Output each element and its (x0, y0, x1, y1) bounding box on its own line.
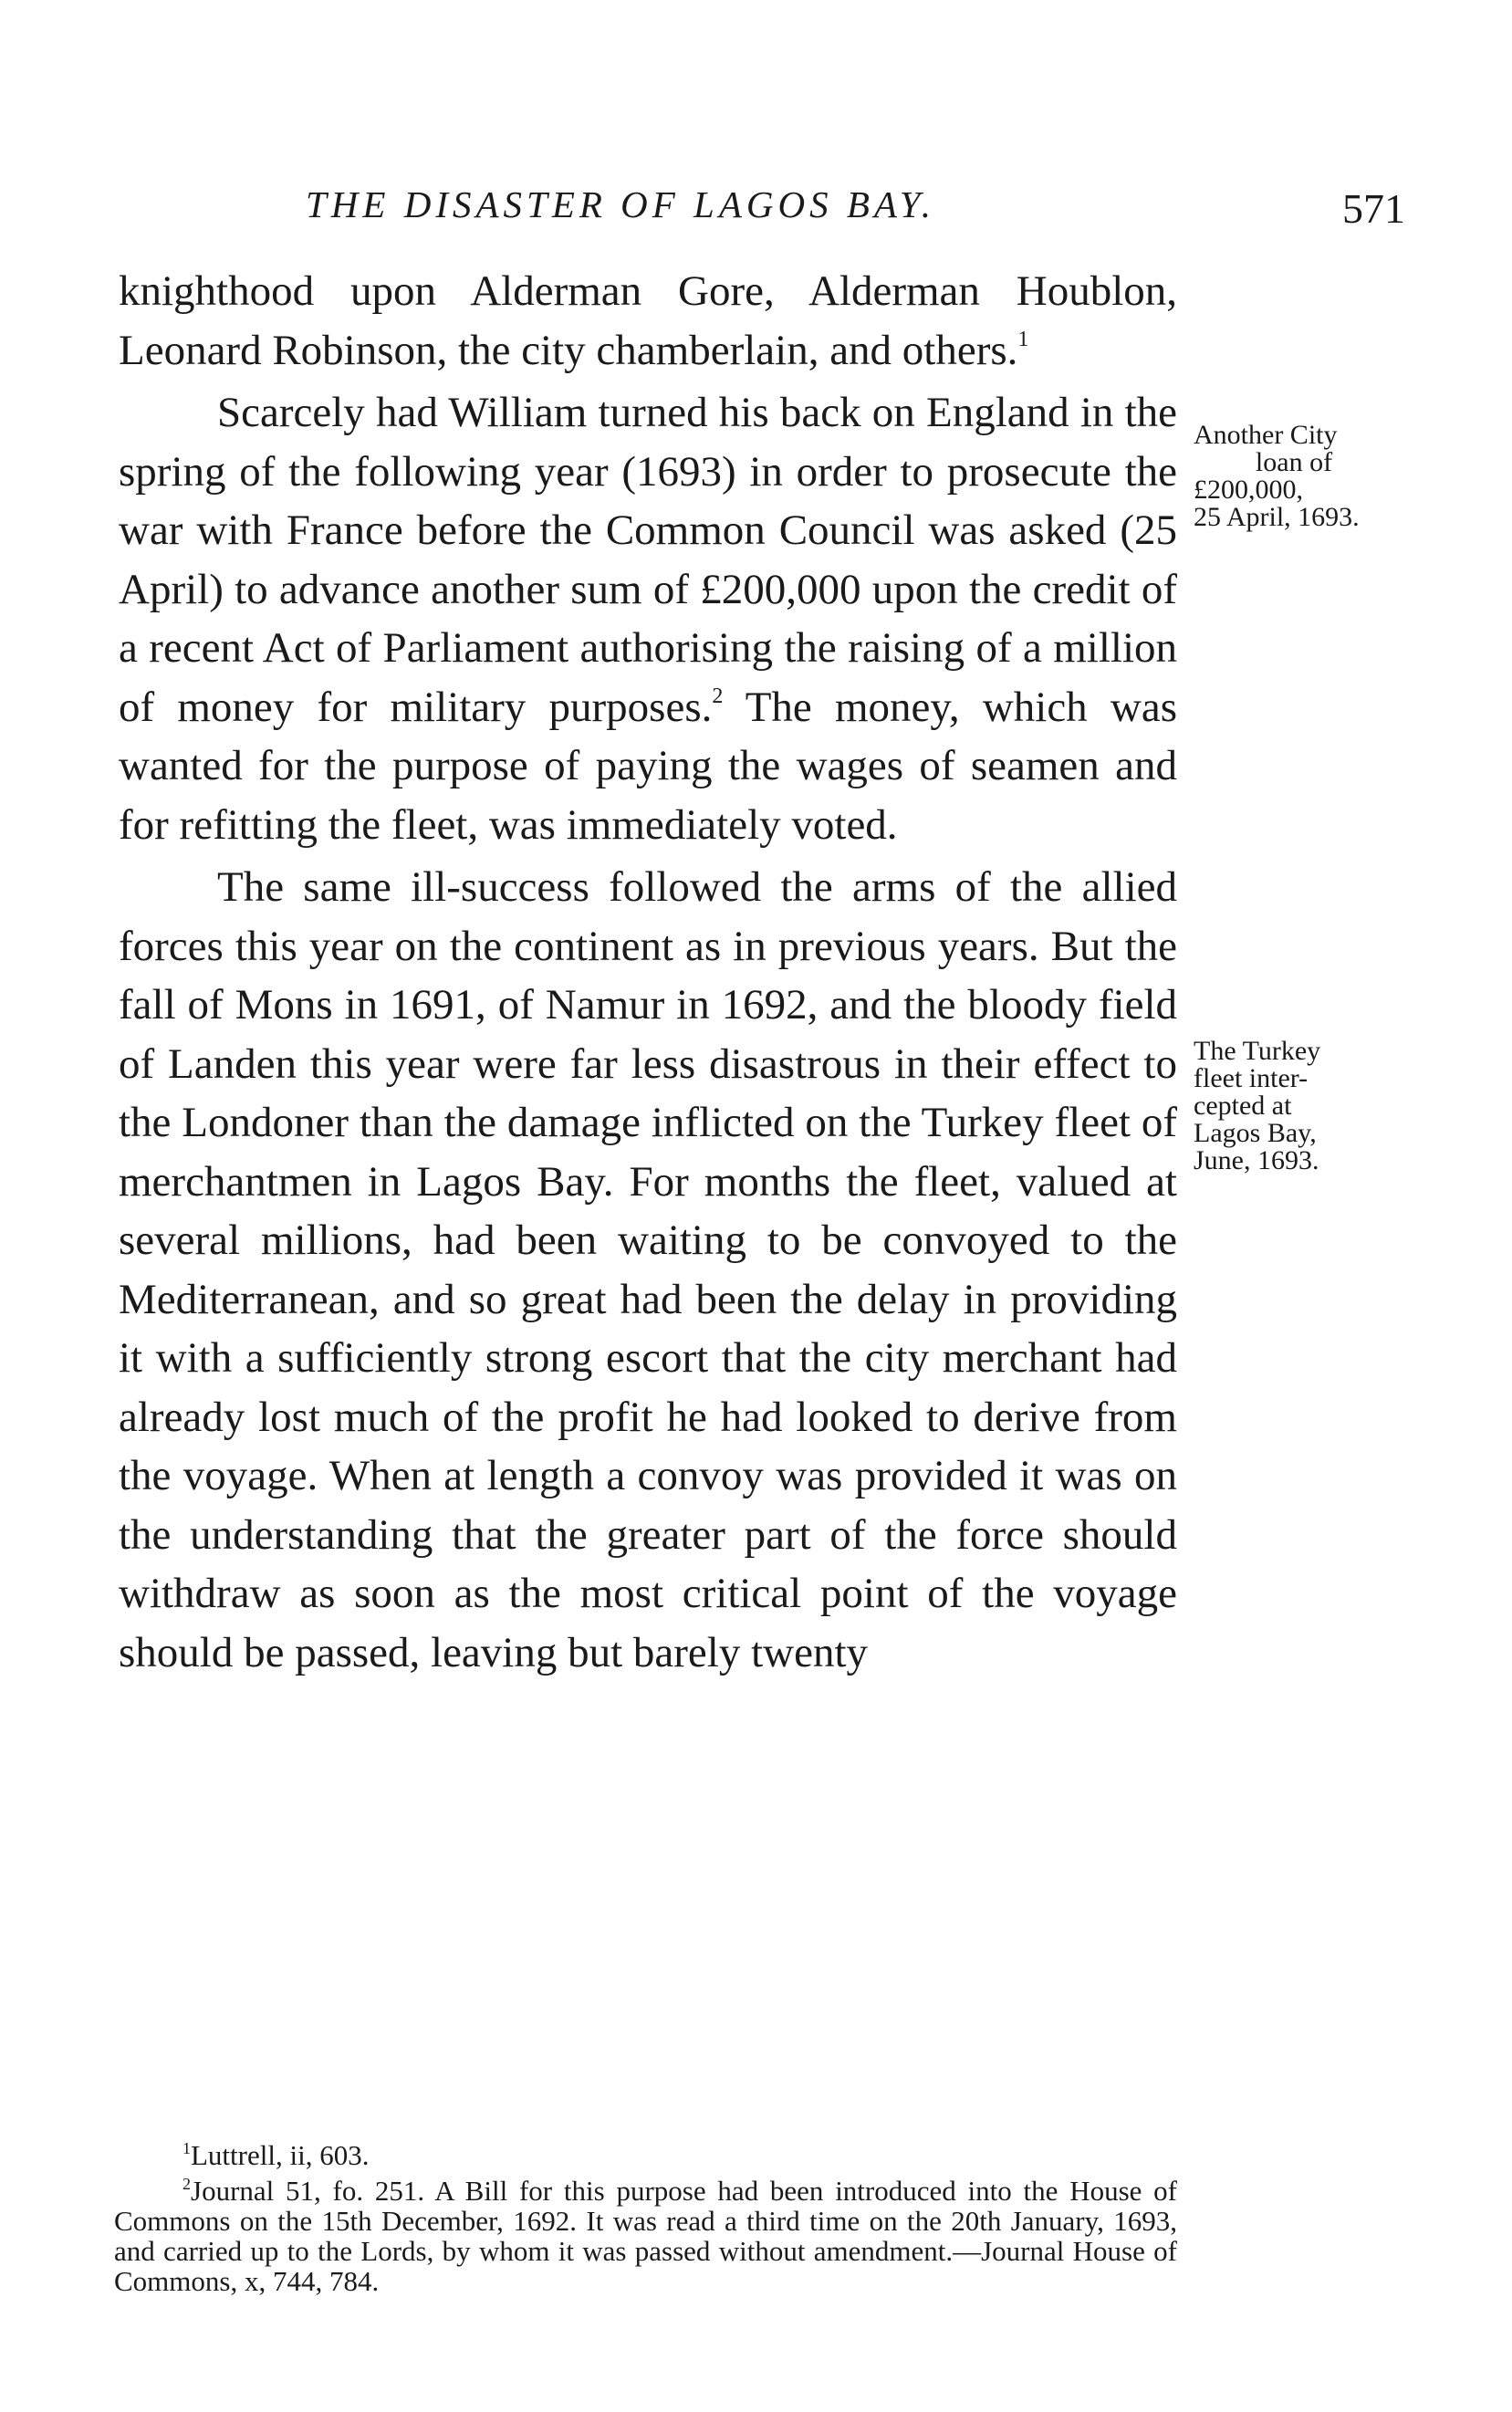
marginal-line: cepted at (1194, 1091, 1292, 1121)
main-text (119, 262, 1177, 1682)
footnotes (114, 2140, 1177, 2296)
paragraph-text: knighthood upon Alderman Gore, Alderman Houblon, Leonard Robinson, the city chamberlain, and others. (119, 267, 1177, 374)
marginal-line: £200,000, (1194, 475, 1303, 505)
page-number: 571 (1342, 185, 1405, 232)
footnote-ref-1: 1 (1017, 327, 1029, 351)
paragraph-city-loan (119, 383, 1177, 854)
marginal-line: Another City (1194, 420, 1338, 450)
marginal-line: The Turkey (1194, 1036, 1321, 1066)
running-title: THE DISASTER OF LAGOS BAY. (306, 183, 935, 225)
paragraph-text: The money, which was wanted for the purpose of paying the wages of seamen and for refitting the fleet, was immediately voted. (119, 683, 1177, 849)
footnote-2 (114, 2176, 1177, 2296)
footnote-1 (114, 2140, 1177, 2170)
footnote-number: 1 (182, 2139, 191, 2157)
marginal-line: fleet inter- (1194, 1063, 1309, 1093)
footnote-ref-2: 2 (712, 684, 724, 708)
paragraph-continued (119, 262, 1177, 380)
footnote-text: Journal 51, fo. 251. A Bill for this purpose had been introduced into the House of Commons on the 15th December, 1692. It was read a third time on the 20th January, 1693, and carried up to the Lords, by whom it was passed without amendment.—Journal House of Commons, x, 744, 784. (114, 2175, 1177, 2297)
footnote-text: Luttrell, ii, 603. (191, 2139, 370, 2171)
running-head (119, 183, 1405, 246)
marginal-line: loan of (1255, 447, 1333, 477)
marginal-line: Lagos Bay, (1194, 1118, 1317, 1148)
marginal-line: 25 April, 1693. (1194, 502, 1360, 532)
marginal-line: June, 1693. (1194, 1145, 1319, 1175)
footnote-number: 2 (182, 2175, 191, 2193)
marginal-note-city-loan (1194, 422, 1422, 531)
paragraph-turkey-fleet (119, 858, 1177, 1682)
paragraph-text: The same ill-success followed the arms of the allied forces this year on the continent as in previous years. But the fall of Mons in 1691, of Namur in 1692, and the bloody field of Landen this year were far less disastrous in their effect to the Londoner than the damage inflicted on the Turkey fleet of merchantmen in Lagos Bay. For months the fleet, valued at several millions, had been waiting to be convoyed to the Mediterranean, and so great had been the delay in providing it with a sufficiently strong escort that the city merchant had already lost much of the profit he had looked to derive from the voyage. When at length a convoy was provided it was on the understanding that the greater part of the force should withdraw as soon as the most critical point of the voyage should be passed, leaving but barely twenty (119, 863, 1177, 1676)
paragraph-text: Scarcely had William turned his back on England in the spring of the following year (1693) in order to prosecute the war with France before the Common Council was asked (25 April) to advance another sum of £200,000 upon the credit of a recent Act of Parliament authorising the raising of a million of money for military purposes. (119, 389, 1177, 731)
marginal-note-turkey-fleet (1194, 1038, 1422, 1175)
